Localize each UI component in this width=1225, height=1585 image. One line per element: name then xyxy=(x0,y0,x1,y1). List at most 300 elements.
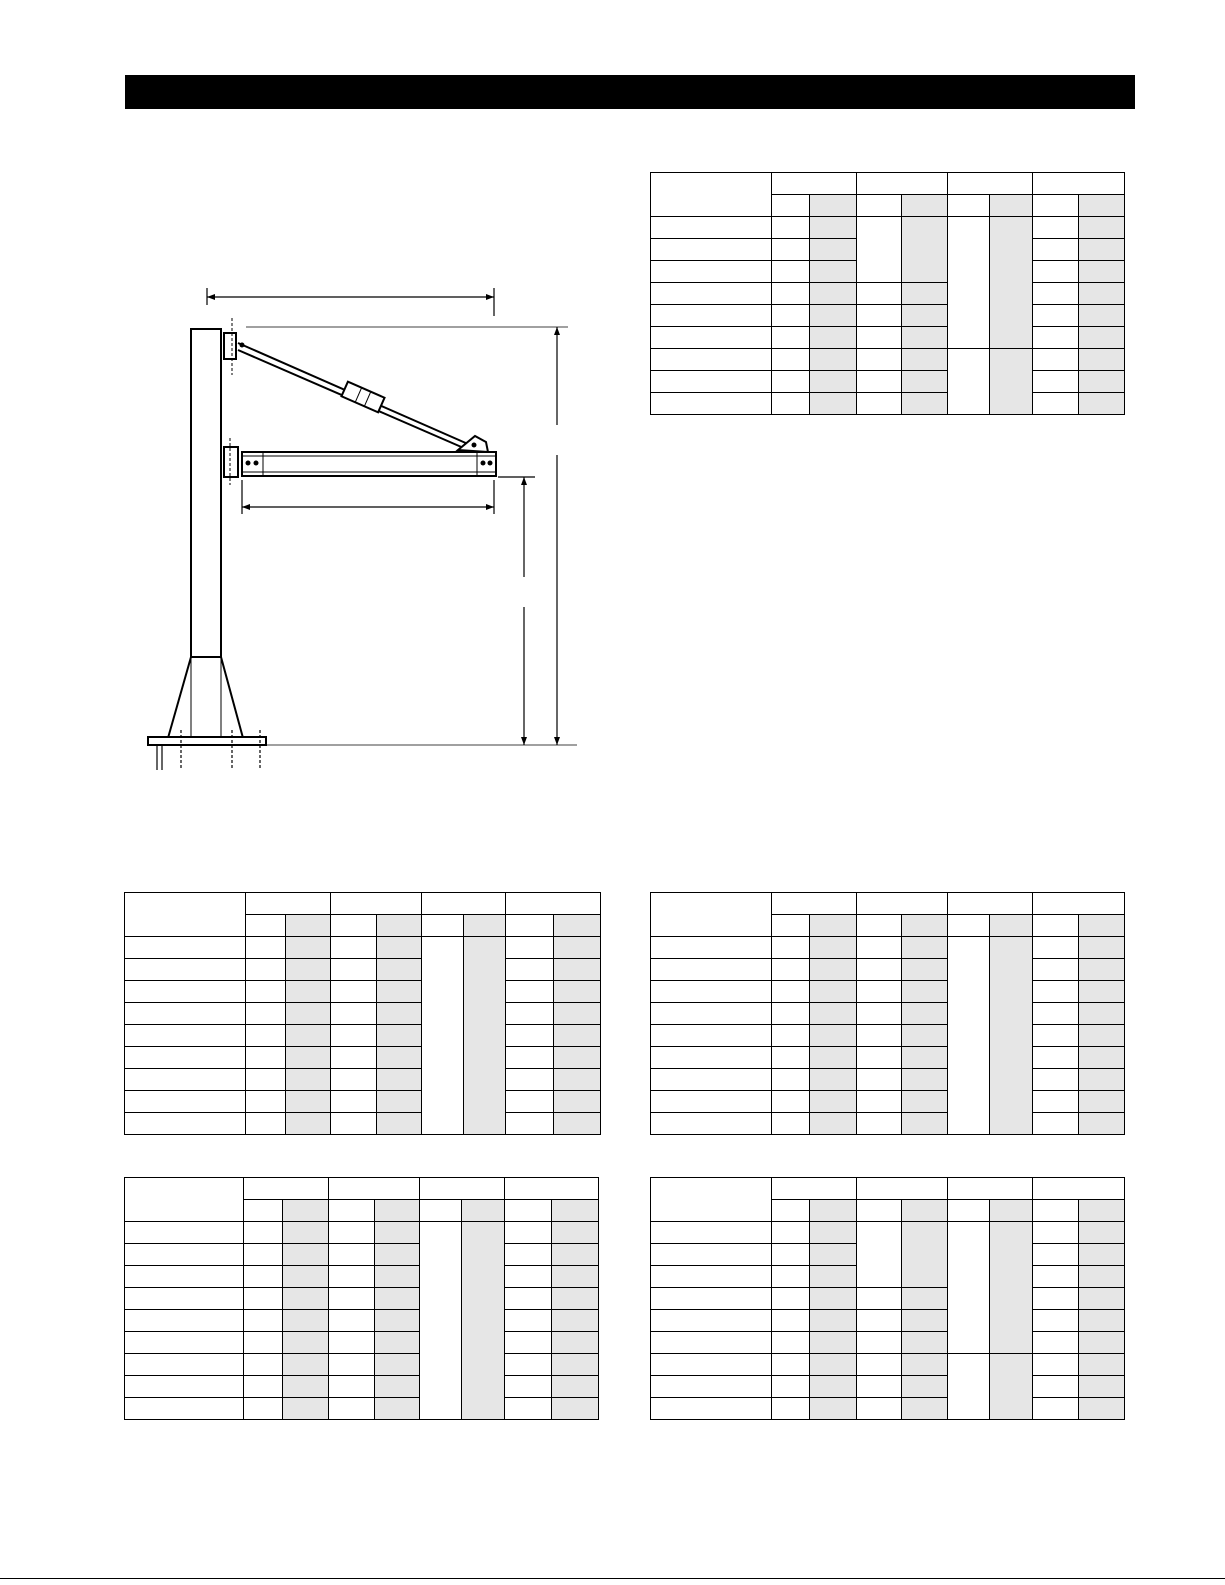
data-cell xyxy=(283,1222,329,1244)
data-cell xyxy=(857,981,902,1003)
table-row xyxy=(651,217,1125,239)
data-cell xyxy=(857,937,902,959)
row-label-cell xyxy=(651,937,772,959)
data-cell xyxy=(1033,1113,1079,1135)
subheader-cell xyxy=(948,915,990,937)
data-cell xyxy=(810,371,857,393)
data-cell xyxy=(377,1047,422,1069)
row-label-cell xyxy=(651,327,772,349)
data-cell xyxy=(329,1244,375,1266)
table-row xyxy=(125,1332,599,1354)
data-cell xyxy=(1079,1244,1125,1266)
data-cell xyxy=(948,937,990,1135)
data-cell xyxy=(1033,1244,1079,1266)
subheader-cell-shaded xyxy=(990,915,1033,937)
data-cell xyxy=(772,283,810,305)
data-cell xyxy=(810,217,857,239)
subheader-cell xyxy=(246,915,286,937)
data-cell xyxy=(1033,1288,1079,1310)
subheader-cell-shaded xyxy=(1079,1200,1125,1222)
data-cell xyxy=(1079,371,1125,393)
data-cell xyxy=(377,1003,422,1025)
data-cell xyxy=(857,305,902,327)
data-cell xyxy=(1079,1376,1125,1398)
data-cell xyxy=(375,1222,420,1244)
data-cell xyxy=(810,393,857,415)
data-cell xyxy=(772,393,810,415)
data-cell xyxy=(420,1222,462,1420)
data-cell xyxy=(246,937,286,959)
anchor-bolts xyxy=(157,730,260,770)
data-cell xyxy=(772,1047,810,1069)
data-cell xyxy=(772,1376,810,1398)
data-cell xyxy=(286,1025,331,1047)
data-cell xyxy=(857,1376,902,1398)
data-cell xyxy=(772,1354,810,1376)
table-row xyxy=(651,1398,1125,1420)
row-label-cell xyxy=(125,1266,244,1288)
data-cell xyxy=(857,1025,902,1047)
data-cell xyxy=(1079,1398,1125,1420)
subheader-cell xyxy=(420,1200,462,1222)
data-cell xyxy=(1079,1025,1125,1047)
upper-hinge xyxy=(224,333,236,359)
table-row xyxy=(125,1222,599,1244)
data-cell xyxy=(462,1222,505,1420)
data-cell xyxy=(283,1266,329,1288)
subheader-cell-shaded xyxy=(990,1200,1033,1222)
table-row xyxy=(651,981,1125,1003)
row-label-cell xyxy=(651,959,772,981)
data-cell xyxy=(286,981,331,1003)
data-cell xyxy=(772,1025,810,1047)
data-cell xyxy=(902,1091,948,1113)
row-label-cell xyxy=(125,1244,244,1266)
subheader-cell xyxy=(422,915,464,937)
data-cell xyxy=(772,937,810,959)
subheader-cell-shaded xyxy=(1079,915,1125,937)
data-cell xyxy=(810,239,857,261)
data-cell xyxy=(505,1266,552,1288)
subheader-cell-shaded xyxy=(810,195,857,217)
data-cell xyxy=(990,937,1033,1135)
data-cell xyxy=(1079,1288,1125,1310)
data-cell xyxy=(375,1310,420,1332)
table-row xyxy=(125,1091,601,1113)
data-cell xyxy=(1033,239,1079,261)
data-cell xyxy=(1033,217,1079,239)
data-cell xyxy=(902,1025,948,1047)
group-header-cell xyxy=(772,173,857,195)
data-cell xyxy=(552,1332,599,1354)
data-cell xyxy=(552,1376,599,1398)
data-cell xyxy=(552,1398,599,1420)
data-cell xyxy=(1033,1266,1079,1288)
footer-rule xyxy=(0,1578,1225,1579)
data-cell xyxy=(857,1398,902,1420)
data-cell xyxy=(772,1091,810,1113)
table-row xyxy=(651,1222,1125,1244)
data-cell xyxy=(506,1047,554,1069)
data-cell xyxy=(377,1113,422,1135)
row-label-cell xyxy=(651,283,772,305)
data-cell xyxy=(246,981,286,1003)
data-cell xyxy=(902,1222,948,1288)
subheader-cell-shaded xyxy=(902,1200,948,1222)
data-cell xyxy=(331,937,377,959)
base-plate xyxy=(148,737,266,745)
data-cell xyxy=(1033,349,1079,371)
data-cell xyxy=(810,1354,857,1376)
group-header-cell xyxy=(772,1178,857,1200)
data-cell xyxy=(1033,937,1079,959)
data-cell xyxy=(902,371,948,393)
data-cell xyxy=(244,1398,283,1420)
data-cell xyxy=(1033,959,1079,981)
data-cell xyxy=(772,239,810,261)
data-cell xyxy=(286,1047,331,1069)
column-flare-left xyxy=(168,657,191,738)
data-cell xyxy=(377,981,422,1003)
data-cell xyxy=(772,1310,810,1332)
data-cell xyxy=(810,1113,857,1135)
row-label-cell xyxy=(651,1288,772,1310)
data-cell xyxy=(554,1091,601,1113)
data-cell xyxy=(857,1047,902,1069)
data-cell xyxy=(1079,1266,1125,1288)
data-cell xyxy=(329,1332,375,1354)
data-cell xyxy=(902,981,948,1003)
table-row xyxy=(651,1025,1125,1047)
data-cell xyxy=(1033,327,1079,349)
table-row xyxy=(125,1113,601,1135)
data-cell xyxy=(244,1310,283,1332)
row-label-cell xyxy=(125,1025,246,1047)
data-cell xyxy=(286,1003,331,1025)
data-cell xyxy=(902,1398,948,1420)
subheader-cell xyxy=(857,195,902,217)
data-cell xyxy=(505,1288,552,1310)
row-label-cell xyxy=(651,1310,772,1332)
data-cell xyxy=(554,1069,601,1091)
data-cell xyxy=(1079,1310,1125,1332)
row-label-cell xyxy=(651,1398,772,1420)
header-cell xyxy=(651,173,772,217)
group-header-cell xyxy=(331,893,422,915)
data-cell xyxy=(772,217,810,239)
data-cell xyxy=(283,1288,329,1310)
data-cell xyxy=(506,1113,554,1135)
row-label-cell xyxy=(651,1332,772,1354)
subheader-cell-shaded xyxy=(377,915,422,937)
subheader-cell xyxy=(329,1200,375,1222)
data-cell xyxy=(505,1332,552,1354)
group-header-cell xyxy=(246,893,331,915)
data-cell xyxy=(772,959,810,981)
row-label-cell xyxy=(125,959,246,981)
data-cell xyxy=(810,1244,857,1266)
data-cell xyxy=(857,1069,902,1091)
subheader-cell xyxy=(948,1200,990,1222)
data-cell xyxy=(857,217,902,283)
data-cell xyxy=(857,1113,902,1135)
row-label-cell xyxy=(125,1003,246,1025)
row-label-cell xyxy=(125,1288,244,1310)
data-cell xyxy=(329,1398,375,1420)
row-label-cell xyxy=(651,1266,772,1288)
data-cell xyxy=(1033,1091,1079,1113)
row-label-cell xyxy=(651,1113,772,1135)
data-cell xyxy=(377,1069,422,1091)
data-cell xyxy=(810,1025,857,1047)
data-cell xyxy=(772,1069,810,1091)
data-cell xyxy=(990,1222,1033,1354)
data-cell xyxy=(244,1222,283,1244)
data-cell xyxy=(1033,1047,1079,1069)
data-cell xyxy=(772,1003,810,1025)
data-cell xyxy=(286,937,331,959)
data-cell xyxy=(1033,393,1079,415)
data-cell xyxy=(810,327,857,349)
subheader-cell-shaded xyxy=(902,915,948,937)
data-cell xyxy=(554,1003,601,1025)
table-row xyxy=(651,1376,1125,1398)
header-bar xyxy=(125,75,1135,109)
data-cell xyxy=(857,393,902,415)
data-cell xyxy=(902,1354,948,1376)
data-cell xyxy=(1033,305,1079,327)
header-cell xyxy=(125,893,246,937)
data-cell xyxy=(246,1047,286,1069)
header-cell xyxy=(651,893,772,937)
data-cell xyxy=(902,937,948,959)
table-row xyxy=(651,1069,1125,1091)
data-cell xyxy=(506,959,554,981)
data-cell xyxy=(990,349,1033,415)
data-cell xyxy=(902,1113,948,1135)
data-cell xyxy=(331,1113,377,1135)
group-header-cell xyxy=(857,173,948,195)
data-cell xyxy=(857,1288,902,1310)
row-label-cell xyxy=(651,1047,772,1069)
header-cell xyxy=(651,1178,772,1222)
table-row xyxy=(125,937,601,959)
data-cell xyxy=(1079,1113,1125,1135)
data-cell xyxy=(1033,1398,1079,1420)
data-cell xyxy=(331,959,377,981)
data-cell xyxy=(283,1354,329,1376)
row-label-cell xyxy=(125,1398,244,1420)
data-cell xyxy=(1079,261,1125,283)
turnbuckle xyxy=(341,382,384,413)
data-cell xyxy=(283,1376,329,1398)
data-cell xyxy=(244,1332,283,1354)
group-header-cell xyxy=(420,1178,505,1200)
row-label-cell xyxy=(125,1332,244,1354)
group-header-cell xyxy=(244,1178,329,1200)
data-cell xyxy=(1079,1069,1125,1091)
row-label-cell xyxy=(125,1091,246,1113)
data-cell xyxy=(810,1376,857,1398)
subheader-cell xyxy=(772,195,810,217)
data-cell xyxy=(1079,349,1125,371)
row-label-cell xyxy=(651,1244,772,1266)
data-cell xyxy=(244,1244,283,1266)
data-cell xyxy=(1079,239,1125,261)
data-cell xyxy=(506,1091,554,1113)
row-label-cell xyxy=(651,393,772,415)
data-cell xyxy=(246,959,286,981)
data-cell xyxy=(286,1069,331,1091)
row-label-cell xyxy=(651,305,772,327)
data-cell xyxy=(377,959,422,981)
subheader-cell-shaded xyxy=(902,195,948,217)
table-row xyxy=(125,1354,599,1376)
data-cell xyxy=(552,1288,599,1310)
data-cell xyxy=(810,1288,857,1310)
data-cell xyxy=(552,1310,599,1332)
data-cell xyxy=(1079,1354,1125,1376)
data-cell xyxy=(1033,1376,1079,1398)
row-label-cell xyxy=(125,1069,246,1091)
lower-hinge xyxy=(224,447,238,477)
data-cell xyxy=(772,261,810,283)
row-label-cell xyxy=(651,1354,772,1376)
subheader-cell-shaded xyxy=(462,1200,505,1222)
table-row xyxy=(125,1069,601,1091)
data-cell xyxy=(772,1398,810,1420)
data-cell xyxy=(810,937,857,959)
data-cell xyxy=(506,1069,554,1091)
data-cell xyxy=(810,959,857,981)
table-row xyxy=(651,393,1125,415)
spec-table-4 xyxy=(124,1177,599,1420)
crane-column xyxy=(191,329,221,657)
row-label-cell xyxy=(651,1069,772,1091)
data-cell xyxy=(1079,959,1125,981)
data-cell xyxy=(810,261,857,283)
data-cell xyxy=(552,1266,599,1288)
data-cell xyxy=(857,349,902,371)
header-cell xyxy=(125,1178,244,1222)
data-cell xyxy=(857,1310,902,1332)
table-row xyxy=(125,1376,599,1398)
data-cell xyxy=(375,1244,420,1266)
row-label-cell xyxy=(125,981,246,1003)
subheader-cell-shaded xyxy=(375,1200,420,1222)
data-cell xyxy=(1033,371,1079,393)
table-row xyxy=(125,1025,601,1047)
table-row xyxy=(651,1310,1125,1332)
subheader-cell-shaded xyxy=(552,1200,599,1222)
group-header-cell xyxy=(329,1178,420,1200)
group-header-cell xyxy=(422,893,506,915)
group-header-cell xyxy=(857,893,948,915)
table-row xyxy=(651,371,1125,393)
table-row xyxy=(651,283,1125,305)
data-cell xyxy=(554,959,601,981)
data-cell xyxy=(505,1310,552,1332)
group-header-cell xyxy=(857,1178,948,1200)
data-cell xyxy=(857,1003,902,1025)
row-label-cell xyxy=(651,981,772,1003)
table-row xyxy=(651,1354,1125,1376)
subheader-cell xyxy=(772,1200,810,1222)
subheader-cell-shaded xyxy=(286,915,331,937)
data-cell xyxy=(375,1288,420,1310)
data-cell xyxy=(1079,1047,1125,1069)
data-cell xyxy=(329,1376,375,1398)
data-cell xyxy=(375,1266,420,1288)
data-cell xyxy=(506,937,554,959)
subheader-cell-shaded xyxy=(554,915,601,937)
data-cell xyxy=(329,1266,375,1288)
data-cell xyxy=(1079,1222,1125,1244)
data-cell xyxy=(772,371,810,393)
table-row xyxy=(651,937,1125,959)
data-cell xyxy=(506,1003,554,1025)
table-row xyxy=(651,1091,1125,1113)
data-cell xyxy=(506,981,554,1003)
data-cell xyxy=(857,1354,902,1376)
table-row xyxy=(651,305,1125,327)
data-cell xyxy=(1033,283,1079,305)
data-cell xyxy=(1033,1354,1079,1376)
data-cell xyxy=(1079,305,1125,327)
data-cell xyxy=(810,981,857,1003)
data-cell xyxy=(1079,393,1125,415)
data-cell xyxy=(902,959,948,981)
data-cell xyxy=(948,217,990,349)
data-cell xyxy=(1033,1069,1079,1091)
subheader-cell-shaded xyxy=(810,1200,857,1222)
subheader-cell xyxy=(772,915,810,937)
data-cell xyxy=(1033,1003,1079,1025)
data-cell xyxy=(329,1288,375,1310)
subheader-cell-shaded xyxy=(283,1200,329,1222)
data-cell xyxy=(244,1376,283,1398)
data-cell xyxy=(902,1332,948,1354)
table-row xyxy=(125,1266,599,1288)
data-cell xyxy=(377,1091,422,1113)
data-cell xyxy=(857,959,902,981)
data-cell xyxy=(948,1354,990,1420)
data-cell xyxy=(772,349,810,371)
row-label-cell xyxy=(651,239,772,261)
group-header-cell xyxy=(506,893,601,915)
data-cell xyxy=(331,1069,377,1091)
data-cell xyxy=(554,1025,601,1047)
data-cell xyxy=(505,1244,552,1266)
row-label-cell xyxy=(651,1376,772,1398)
data-cell xyxy=(246,1003,286,1025)
data-cell xyxy=(329,1310,375,1332)
data-cell xyxy=(375,1354,420,1376)
data-cell xyxy=(283,1310,329,1332)
data-cell xyxy=(772,1113,810,1135)
data-cell xyxy=(554,1113,601,1135)
row-label-cell xyxy=(125,1354,244,1376)
group-header-cell xyxy=(1033,893,1125,915)
table-row xyxy=(651,1288,1125,1310)
table-row xyxy=(651,349,1125,371)
data-cell xyxy=(810,1332,857,1354)
group-header-cell xyxy=(1033,1178,1125,1200)
group-header-cell xyxy=(948,1178,1033,1200)
subheader-cell-shaded xyxy=(810,915,857,937)
data-cell xyxy=(902,1069,948,1091)
data-cell xyxy=(902,349,948,371)
